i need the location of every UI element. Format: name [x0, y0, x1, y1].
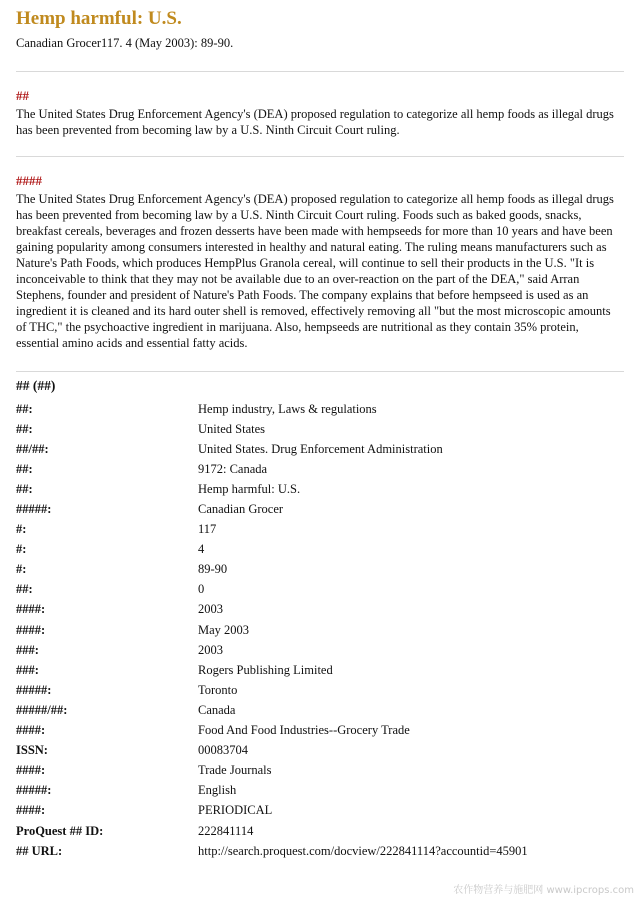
- detail-label: ISSN:: [16, 743, 48, 758]
- detail-value: Trade Journals: [198, 763, 272, 778]
- full-text-body: The United States Drug Enforcement Agency's (DEA) proposed regulation to categorize all hemp foods as illegal drugs has been prevented from becoming law by a U.S. Ninth Circuit Court ruling. Foods such as baked goods, snacks, breakfast cereals, beverages and frozen desserts have been made with hempseeds for more than 10 years and have been gaining popularity among consumers interested in healthy and natural eating. The ruling means manufacturers such as Nature's Path Foods, which produces HempPlus Granola cereal, will continue to sell their products in the U.S. "It is inconceivable to think that they may not be available due to an over-reaction on the part of the DEA," said Arran Stephens, founder and president of Nature's Path Foods. The company explains that before hempseed is used as an ingredient it is cleaned and its hard outer shell is removed, effectively removing all "but the most microscopic amounts of THC," the psychoactive ingredient in marijuana. Also, hempseeds are nutritional as they contain 35% protein, essential amino acids and essential fatty acids.: [16, 192, 614, 350]
- detail-label: ####:: [16, 602, 46, 617]
- detail-row: [16, 700, 624, 720]
- detail-value: 89-90: [198, 562, 228, 577]
- detail-row: [16, 399, 624, 419]
- detail-label: #:: [16, 562, 27, 577]
- detail-label: ##:: [16, 421, 33, 436]
- detail-value: United States. Drug Enforcement Administration: [198, 441, 443, 456]
- detail-label: ###:: [16, 642, 39, 657]
- detail-row: [16, 801, 624, 821]
- abstract-text: The United States Drug Enforcement Agency's (DEA) proposed regulation to categorize all hemp foods as illegal drugs has been prevented from becoming law by a U.S. Ninth Circuit Court ruling.: [16, 107, 614, 137]
- detail-row: [16, 439, 624, 459]
- full-text-heading: ####: [16, 173, 42, 188]
- detail-row: [16, 520, 624, 540]
- details-heading: ## (##): [16, 378, 56, 393]
- details-table: [16, 399, 624, 861]
- detail-row: [16, 419, 624, 439]
- abstract-heading: ##: [16, 88, 29, 103]
- detail-label: ##:: [16, 481, 33, 496]
- detail-value: English: [198, 783, 237, 798]
- detail-value: 222841114: [198, 823, 254, 838]
- divider: [16, 71, 624, 72]
- detail-label: #:: [16, 542, 27, 557]
- detail-label: ## URL:: [16, 843, 63, 858]
- detail-label: #####:: [16, 502, 52, 517]
- detail-row: [16, 721, 624, 741]
- detail-value: 4: [198, 542, 205, 557]
- detail-row: [16, 540, 624, 560]
- detail-value: Hemp industry, Laws & regulations: [198, 401, 377, 416]
- detail-row: [16, 741, 624, 761]
- detail-row: [16, 620, 624, 640]
- detail-label: ####:: [16, 763, 46, 778]
- watermark: 农作物营养与施肥网 www.ipcrops.com: [453, 885, 634, 896]
- detail-row: [16, 680, 624, 700]
- detail-row: [16, 459, 624, 479]
- detail-row: [16, 660, 624, 680]
- detail-value: May 2003: [198, 622, 250, 637]
- detail-value: 2003: [198, 602, 223, 617]
- detail-label: ProQuest ## ID:: [16, 823, 104, 838]
- detail-value: PERIODICAL: [198, 803, 273, 818]
- document-url-link[interactable]: http://search.proquest.com/docview/222841114?accountid=45901: [198, 843, 528, 858]
- detail-value: United States: [198, 421, 266, 436]
- detail-value: 2003: [198, 642, 223, 657]
- detail-row: [16, 841, 624, 861]
- detail-row: [16, 560, 624, 580]
- detail-label: ##/##:: [16, 441, 49, 456]
- detail-row: [16, 499, 624, 519]
- detail-value: Canadian Grocer: [198, 502, 284, 517]
- detail-value: Toronto: [198, 682, 238, 697]
- detail-label: ####:: [16, 723, 46, 738]
- detail-label: #:: [16, 522, 27, 537]
- detail-label: ##:: [16, 401, 33, 416]
- detail-row: [16, 640, 624, 660]
- detail-label: ####:: [16, 622, 46, 637]
- detail-row: [16, 600, 624, 620]
- detail-value: Rogers Publishing Limited: [198, 662, 333, 677]
- detail-label: #####:: [16, 783, 52, 798]
- detail-label: #####:: [16, 682, 52, 697]
- detail-value: 00083704: [198, 743, 248, 758]
- article-citation: Canadian Grocer117. 4 (May 2003): 89-90.: [16, 36, 234, 50]
- detail-label: #####/##:: [16, 702, 68, 717]
- detail-row: [16, 821, 624, 841]
- divider: [16, 371, 624, 372]
- detail-value: 9172: Canada: [198, 461, 268, 476]
- divider: [16, 156, 624, 157]
- detail-label: ##:: [16, 461, 33, 476]
- detail-row: [16, 781, 624, 801]
- detail-value: Canada: [198, 702, 236, 717]
- detail-label: ####:: [16, 803, 46, 818]
- article-title: Hemp harmful: U.S.: [16, 8, 182, 29]
- detail-row: [16, 761, 624, 781]
- detail-label: ###:: [16, 662, 39, 677]
- detail-row: [16, 479, 624, 499]
- detail-label: ##:: [16, 582, 33, 597]
- detail-value: 117: [198, 522, 217, 537]
- detail-value: Hemp harmful: U.S.: [198, 481, 301, 496]
- detail-row: [16, 580, 624, 600]
- detail-value: Food And Food Industries--Grocery Trade: [198, 723, 410, 738]
- detail-value: 0: [198, 582, 205, 597]
